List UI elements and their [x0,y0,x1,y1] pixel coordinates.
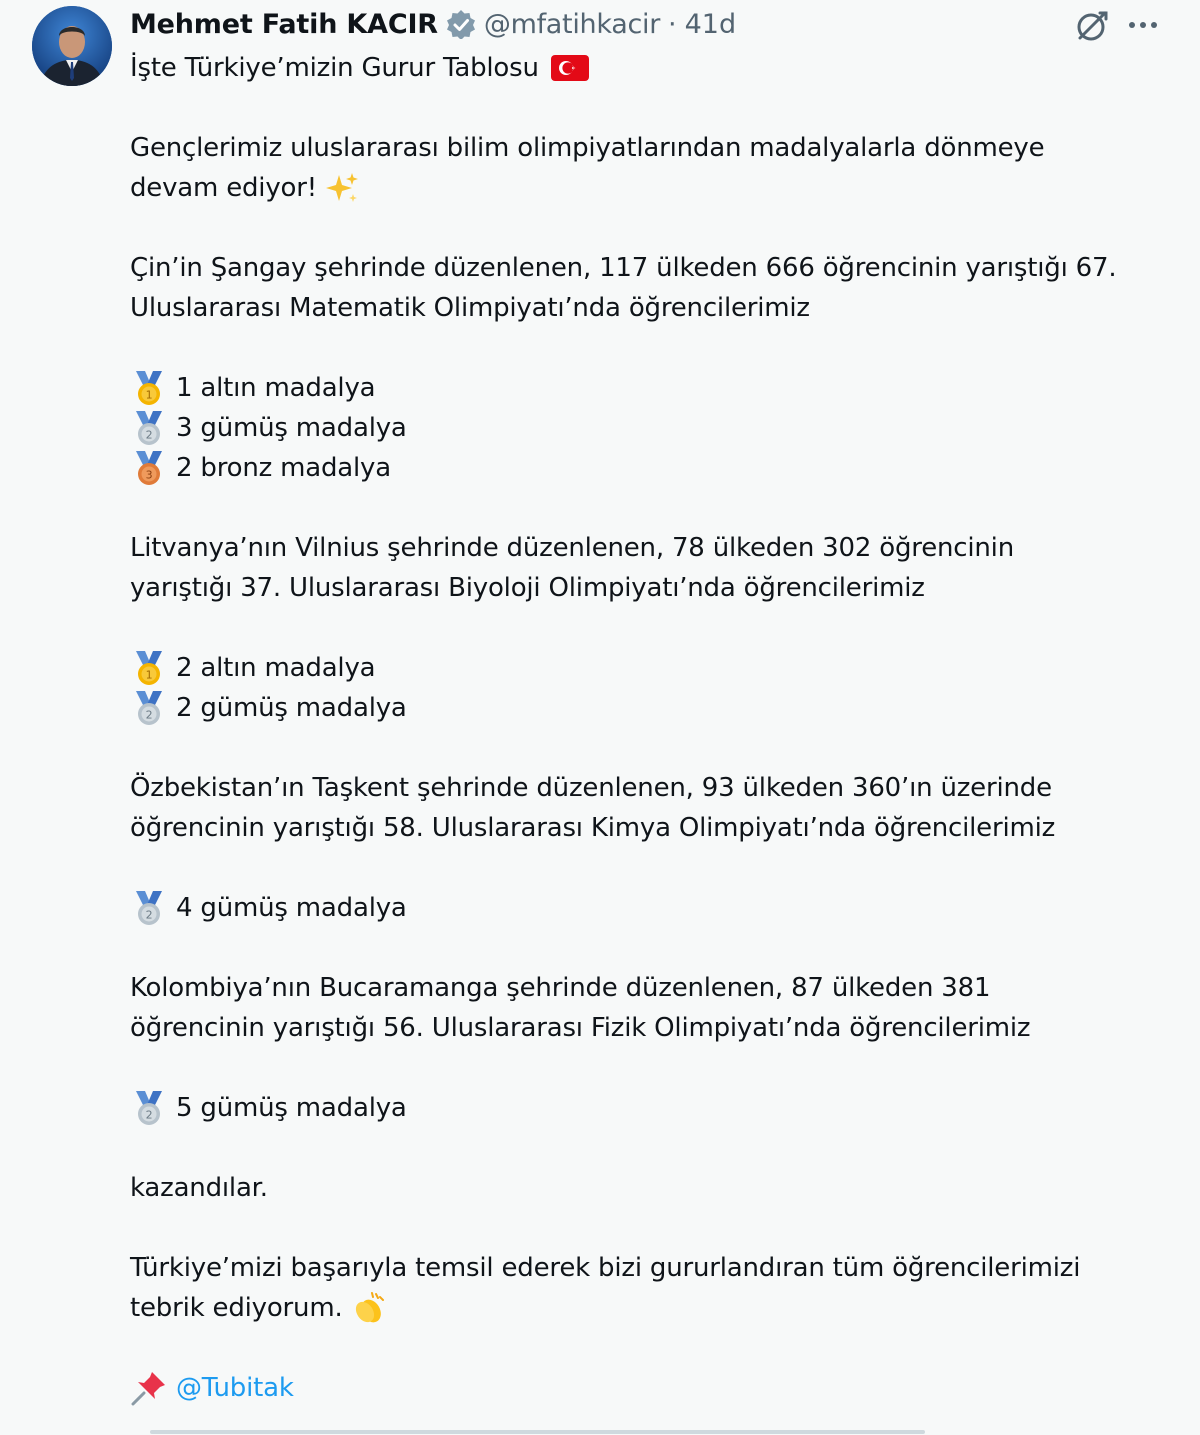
tweet-title: İşte Türkiye’mizin Gurur Tablosu [130,53,539,83]
tweet-timestamp[interactable]: 41d [684,8,737,40]
header-separator: · [668,8,677,40]
paragraph-3-line-2: yarıştığı 37. Uluslararası Biyoloji Olimpiyatı’nda öğrencilerimiz [130,573,925,603]
medal-item [130,448,1180,488]
more-options-icon[interactable] [1126,12,1160,38]
paragraph-6: kazandılar. [130,1173,268,1203]
medal-label: 2 bronz madalya [176,453,391,483]
clapping-hands-icon [351,1291,385,1325]
grok-icon[interactable] [1074,8,1110,44]
pushpin-icon [130,1369,168,1407]
paragraph-5-line-1: Kolombiya’nın Bucaramanga şehrinde düzenlenen, 87 ülkeden 381 [130,973,991,1003]
gold-medal-icon [130,649,168,687]
paragraph-7-line-2 [130,1288,1180,1328]
paragraph-1-text: devam ediyor! [130,173,317,203]
silver-medal-icon [130,889,168,927]
silver-medal-icon [130,409,168,447]
medal-item [130,648,1180,688]
gold-medal-icon [130,369,168,407]
paragraph-3-line-1: Litvanya’nın Vilnius şehrinde düzenlenen, 78 ülkeden 302 öğrencinin [130,533,1014,563]
medal-label: 5 gümüş madalya [176,1093,407,1123]
paragraph-7-text: tebrik ediyorum. [130,1293,343,1323]
tweet-header [130,4,736,44]
paragraph-1-line-2 [130,168,1180,208]
paragraph-1-line-1: Gençlerimiz uluslararası bilim olimpiyatlarından madalyalarla dönmeye [130,133,1045,163]
medal-label: 4 gümüş madalya [176,893,407,923]
bronze-medal-icon [130,449,168,487]
silver-medal-icon [130,689,168,727]
paragraph-4-line-1: Özbekistan’ın Taşkent şehrinde düzenlenen, 93 ülkeden 360’ın üzerinde [130,773,1052,803]
medal-label: 2 altın madalya [176,653,376,683]
tweet-text [130,48,1180,1408]
paragraph-2-line-2: Uluslararası Matematik Olimpiyatı’nda öğrencilerimiz [130,293,810,323]
avatar-image [32,6,112,86]
mention-link-tubitak[interactable]: @Tubitak [176,1373,294,1403]
medal-item [130,688,1180,728]
paragraph-2-line-1: Çin’in Şangay şehrinde düzenlenen, 117 ülkeden 666 öğrencinin yarıştığı 67. [130,253,1117,283]
medal-label: 1 altın madalya [176,373,376,403]
turkey-flag-icon [551,55,589,81]
medal-item [130,408,1180,448]
avatar[interactable] [32,6,112,86]
author-handle[interactable]: @mfatihkacir [483,8,660,40]
medal-item [130,1088,1180,1128]
verified-badge-icon[interactable] [446,9,476,39]
tweet-title-line [130,48,1180,88]
medal-label: 2 gümüş madalya [176,693,407,723]
silver-medal-icon [130,1089,168,1127]
author-name[interactable]: Mehmet Fatih KACIR [130,8,438,40]
sparkles-icon [325,171,359,205]
paragraph-5-line-2: öğrencinin yarıştığı 56. Uluslararası Fizik Olimpiyatı’nda öğrencilerimiz [130,1013,1031,1043]
medal-item [130,368,1180,408]
mention-line [130,1368,1180,1408]
medal-label: 3 gümüş madalya [176,413,407,443]
paragraph-7-line-1: Türkiye’mizi başarıyla temsil ederek bizi gururlandıran tüm öğrencilerimizi [130,1253,1081,1283]
paragraph-4-line-2: öğrencinin yarıştığı 58. Uluslararası Kimya Olimpiyatı’nda öğrencilerimiz [130,813,1056,843]
media-preview-edge [150,1430,925,1434]
medal-item [130,888,1180,928]
